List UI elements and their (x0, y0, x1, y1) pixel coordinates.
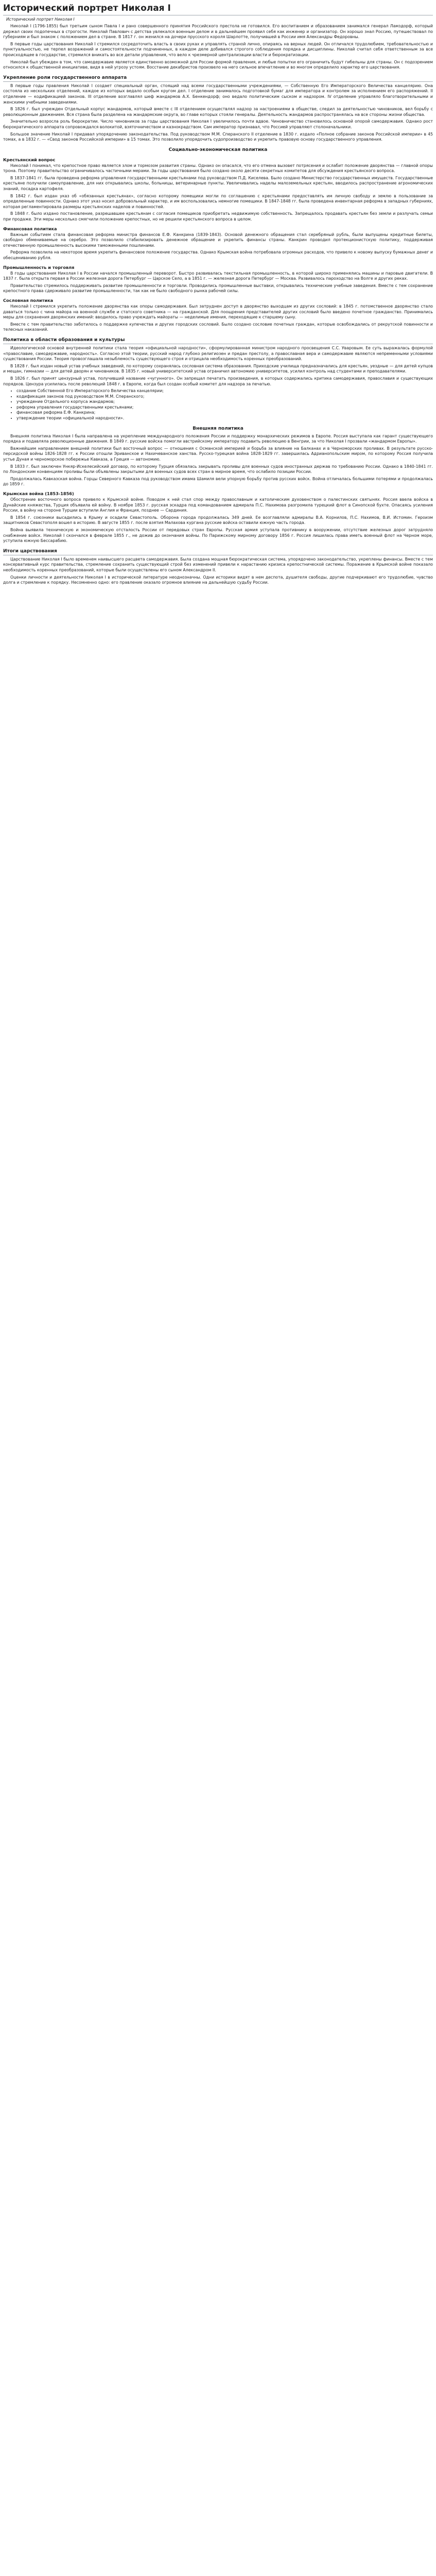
paragraph: Николай I стремился укрепить положение дворянства как опоры самодержавия. Был затруднен доступ в дворянство выходцам из других сословий: в 1845 г. потомственное дворянство стало даваться только с чина майора на военной службе и статского советника — на гражданской. Для поощрения представителей других сословий было введено почетное гражданство. Принимались меры для сохранения дворянских имений: вводилось право учреждать майораты — неделимые имения, переходящие к старшему сыну. (3, 303, 433, 320)
paragraph: Идеологической основой внутренней политики стала теория «официальной народности», сформулированная министром народного просвещения С.С. Уваровым. Ее суть выражалась формулой «православие, самодержавие, народность». Согласно этой теории, русский народ глубоко религиозен и предан престолу, а православная вера и самодержавие являются непременными условиями существования России. Теория провозглашала незыблемость существующего строя и отрицала необходимость коренных преобразований. (3, 345, 433, 362)
subsection-heading: Сословная политика (3, 297, 54, 303)
paragraph: Большое значение Николай I придавал упорядочению законодательства. Под руководством М.М. Сперанского II отделение в 1830 г. издало «Полное собрание законов Российской империи» в 45 томах, а в 1832 г. — «Свод законов Российской империи» в 15 томах. Это позволило упорядочить судопроизводство и укрепить правовую основу государственного управления. (3, 131, 433, 142)
list-item: • кодификация законов под руководством М.М. Сперанского; (16, 394, 433, 400)
paragraph: В первые годы правления Николай I создает специальный орган, стоящий над всеми государственными учреждениями, — Собственную Его Императорского Величества канцелярию. Она состояла из нескольких отделений, каждое из которых ведало особым кругом дел. I отделение занималось подготовкой бумаг для императора и контролем за исполнением его распоряжений. II отделение — кодификацией законов. III отделение возглавлял шеф жандармов А.Х. Бенкендорф; оно ведало политическим сыском и надзором. IV отделение управляло благотворительными и женскими учебными заведениями. (3, 83, 433, 105)
paragraph: Оценки личности и деятельности Николая I в исторической литературе неоднозначны. Одни историки видят в нем деспота, душителя свободы, другие подчеркивают его трудолюбие, чувство долга и стремление к порядку. Несомненно одно: его правление оказало огромное влияние на дальнейшую судьбу России. (3, 574, 433, 585)
list-item: • реформа управления государственными крестьянами; (16, 405, 433, 411)
paragraph: В 1837-1841 гг. была проведена реформа управления государственными крестьянами под руководством П.Д. Киселева. Было создано Министерство государственных имуществ. Государственные крестьяне получили самоуправление, для них открывались школы, больницы, ветеринарные пункты. Увеличивались наделы малоземельных крестьян, вводилось распространение агрономических знаний, посадка картофеля. (3, 175, 433, 192)
paragraph: Важным событием стала финансовая реформа министра финансов Е.Ф. Канкрина (1839-1843). Основой денежного обращения стал серебряный рубль, были выпущены кредитные билеты, свободно обмениваемые на серебро. Это позволило стабилизировать денежное обращение и укрепить финансы страны. Канкрин проводил протекционистскую политику, поддерживая отечественную промышленность высокими таможенными пошлинами. (3, 232, 433, 248)
subsection-heading: Крымская война (1853-1856) (3, 491, 74, 496)
section-heading: Внешняя политика (193, 426, 243, 431)
paragraph: В 1833 г. был заключен Ункяр-Искелесийский договор, по которому Турция обязалась закрывать проливы для военных судов иностранных держав по требованию России. Однако в 1840-1841 гг. по Лондонским конвенциям проливы были объявлены закрытыми для военных судов всех стран в мирное время, что ослабило позиции России. (3, 464, 433, 474)
bullet-list (3, 388, 433, 421)
paragraph: Николай I понимал, что крепостное право является злом и тормозом развития страны. Однако он опасался, что его отмена вызовет потрясения и ослабит положение дворянства — главной опоры трона. Поэтому правительство ограничивалось частичными мерами. За годы царствования было создано около десяти секретных комитетов для обсуждения крестьянского вопроса. (3, 163, 433, 174)
section-heading: Укрепление роли государственного аппарата (3, 75, 433, 82)
paragraph: Реформа позволила на некоторое время укрепить финансовое положение государства. Однако Крымская война потребовала огромных расходов, что привело к новому выпуску бумажных денег и обесцениванию рубля. (3, 250, 433, 260)
subsection-heading: Крестьянский вопрос (3, 157, 56, 162)
list-item: • создание Собственной Его Императорского Величества канцелярии; (16, 388, 433, 394)
paragraph: Правительство стремилось поддерживать развитие промышленности и торговли. Проводились промышленные выставки, открывались технические учебные заведения. Вместе с тем сохранение крепостного права сдерживало развитие промышленности, так как не было свободного рынка рабочей силы. (3, 283, 433, 294)
list-item: • утверждение теории «официальной народности». (16, 416, 433, 421)
article-page (3, 0, 433, 601)
section-heading: Социально-экономическая политика (168, 147, 268, 152)
paragraph: В 1828 г. был издан новый устав учебных заведений, по которому сохранялась сословная система образования. Приходские училища предназначались для крестьян, уездные — для детей купцов и мещан, гимназии — для детей дворян и чиновников. В 1835 г. новый университетский устав ограничил автономию университетов, усилил контроль над студентами и преподавателями. (3, 363, 433, 374)
paragraph: В 1826 г. был учрежден Отдельный корпус жандармов, который вместе с III отделением осуществлял надзор за настроениями в обществе, следил за деятельностью чиновников, вел борьбу с революционным движением. Вся страна была разделена на жандармские округа, во главе которых стояли генералы. Деятельность жандармов распространялась на все стороны жизни общества. (3, 107, 433, 117)
paragraph: Николай I (1796-1855) был третьим сыном Павла I и рано совершенного принятия Российского престола не готовился. Его воспитанием и образованием занимался генерал Ламздорф, который держал своих подопечных в строгости. Николай Павлович с детства увлекался военным делом и в дальнейшем проявил себя как инженер и организатор. Он хорошо знал Россию, путешествовал по губерниям и был знаком с положением дел в стране. В 1817 г. он женился на дочери прусского короля Шарлотте, получившей в России имя Александры Федоровны. (3, 24, 433, 40)
footer-spacer (3, 587, 433, 590)
paragraph: В 1826 г. был принят цензурный устав, получивший название «чугунного». Он запрещал печатать произведения, в которых содержались критика самодержавия, православия и существующих порядков. Цензура усилилась после революций 1848 г. в Европе, когда был создан особый комитет для надзора за печатью. (3, 376, 433, 386)
section-heading: Итоги царствования (3, 549, 433, 555)
paragraph: В годы царствования Николая I в России начался промышленный переворот. Быстро развивалась текстильная промышленность, в которой широко применялись машины и паровые двигатели. В 1837 г. была открыта первая в России железная дорога Петербург — Царское Село, а в 1851 г. — железная дорога Петербург — Москва. Развивалось пароходство на Волге и других реках. (3, 270, 433, 281)
paragraph: Значительно возросла роль бюрократии. Число чиновников за годы царствования Николая I увеличилось почти вдвое. Чиновничество становилось основной опорой самодержавия. Однако рост бюрократического аппарата сопровождался волокитой, взяточничеством и казнокрадством. Сам император признавал, что Россией управляют столоначальники. (3, 119, 433, 129)
paragraph: В 1854 г. союзники высадились в Крыму и осадили Севастополь. Оборона города продолжалась 349 дней. Ее возглавляли адмиралы В.А. Корнилов, П.С. Нахимов, В.И. Истомин. Героизм защитников Севастополя вошел в историю. В августе 1855 г. после взятия Малахова кургана русские войска оставили южную часть города. (3, 515, 433, 526)
list-item: • финансовая реформа Е.Ф. Канкрина; (16, 410, 433, 416)
paragraph: Война выявила техническую и экономическую отсталость России от передовых стран Европы. Русская армия уступала противнику в вооружении, отсутствие железных дорог затрудняло снабжение войск. Николай I скончался в феврале 1855 г., не дожив до окончания войны. По Парижскому мирному договору 1856 г. Россия лишилась права иметь военный флот на Черном море, уступила южную Бессарабию. (3, 527, 433, 544)
page-subtitle: Исторический портрет Николая I (6, 17, 75, 22)
list-item: • учреждение Отдельного корпуса жандармов; (16, 399, 433, 405)
subsection-heading: Финансовая политика (3, 226, 57, 231)
subsection-heading: Промышленность и торговля (3, 264, 75, 270)
paragraph: Вместе с тем правительство заботилось о поддержке купечества и других городских сословий. Было создано сословие почетных граждан, которые освобождались от рекрутской повинности и телесных наказаний. (3, 321, 433, 332)
paragraph: Николай был убежден в том, что самодержавие является единственно возможной для России формой правления, и любые попытки его ограничить будут гибельны для страны. Он с подозрением относился к общественной инициативе, видя в ней угрозу устоям. Восстание декабристов произвело на него сильное впечатление и во многом определило характер его царствования. (3, 59, 433, 70)
paragraph: В 1848 г. было издано постановление, разрешавшее крестьянам с согласия помещиков приобретать недвижимую собственность. Запрещалось продавать крестьян без земли и разлучать семьи при продаже. Эти меры несколько смягчили положение крепостных, но не решили крестьянского вопроса в целом. (3, 211, 433, 222)
page-title: Исторический портрет Николая I (3, 3, 433, 15)
paragraph: В первые годы царствования Николай I стремился сосредоточить власть в своих руках и управлять страной лично, опираясь на верных людей. Он отличался трудолюбием, требовательностью и пунктуальностью, не терпел возражений и самостоятельности подчиненных, в каждом деле добивался строгого соблюдения порядка и дисциплины. Николай считал себя ответственным за все происходящее в государстве, стремился вникать во все детали управления, что вело к чрезмерной централизации власти и бюрократизации. (3, 41, 433, 57)
paragraph: Царствование Николая I было временем наивысшего расцвета самодержавия. Была создана мощная бюрократическая система, упорядочено законодательство, укреплены финансы. Вместе с тем консервативный курс правительства, стремление сохранить существующий строй без изменений привели к нарастанию кризиса крепостнической системы. Поражение в Крымской войне показало необходимость коренных преобразований, которые были осуществлены его сыном Александром II. (3, 556, 433, 572)
paragraph: Внешняя политика Николая I была направлена на укрепление международного положения России и поддержку монархических режимов в Европе. Россия выступала как гарант существующего порядка и подавляла революционные движения. В 1849 г. русские войска помогли австрийскому императору подавить революцию в Венгрии, за что Николая I прозвали «жандармом Европы». (3, 433, 433, 444)
paragraph: Важнейшим направлением внешней политики был восточный вопрос — отношения с Османской империей и борьба за влияние на Балканах и в Черноморских проливах. В результате русско-персидской войны 1826-1828 гг. к России отошли Эриванское и Нахичеванское ханства. Русско-турецкая война 1828-1829 гг. завершилась Адрианопольским миром, по которому Россия получила устье Дуная и черноморское побережье Кавказа, а Греция — автономию. (3, 446, 433, 462)
article-body (3, 24, 433, 586)
paragraph: Обострение восточного вопроса привело к Крымской войне. Поводом к ней стал спор между православным и католическим духовенством о палестинских святынях. Россия ввела войска в Дунайские княжества, Турция объявила ей войну. В ноябре 1853 г. русская эскадра под командованием адмирала П.С. Нахимова разгромила турецкий флот в Синопской бухте. Опасаясь усиления России, в войну на стороне Турции вступили Англия и Франция, позднее — Сардиния. (3, 497, 433, 513)
paragraph: Продолжалась Кавказская война. Горцы Северного Кавказа под руководством имама Шамиля вели упорную борьбу против русских войск. Война отличалась большими потерями и продолжалась до 1859 г. (3, 476, 433, 487)
section-heading: Политика в области образования и культуры (3, 337, 433, 344)
paragraph: В 1842 г. был издан указ об «обязанных крестьянах», согласно которому помещики могли по соглашению с крестьянами предоставлять им личную свободу и землю в пользование за определенные повинности. Однако этот указ носил добровольный характер, и им воспользовались немногие помещики. В 1847-1848 гг. была проведена инвентарная реформа в западных губерниях, которая регламентировала размеры крестьянских наделов и повинностей. (3, 193, 433, 209)
